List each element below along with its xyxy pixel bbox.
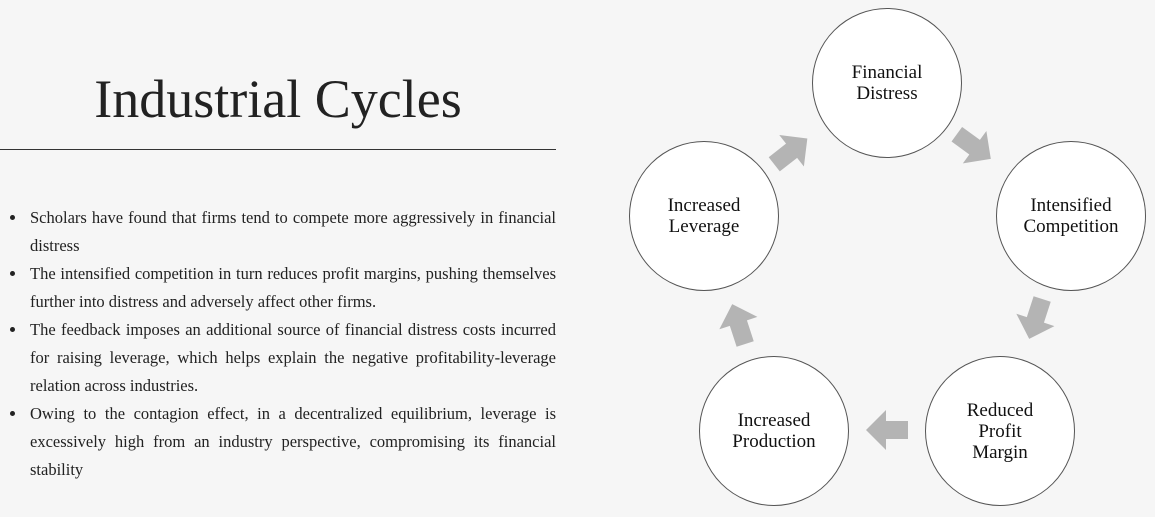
arrow-icon — [945, 118, 1002, 175]
arrow-icon — [762, 123, 820, 180]
node-label: Financial Distress — [851, 62, 923, 104]
node-label: Increased Production — [732, 410, 816, 452]
bullet-text: The intensified competition in turn reduces profit margins, pushing themselves further into distress and adversely affect other firms. — [30, 264, 556, 311]
node-increased-production — [699, 356, 849, 506]
node-reduced-profit-margin — [925, 356, 1075, 506]
node-increased-leverage — [629, 141, 779, 291]
node-label: Increased Leverage — [667, 195, 741, 237]
node-label: Reduced Profit Margin — [966, 399, 1034, 463]
bullet-text: Scholars have found that firms tend to compete more aggressively in financial distress — [30, 208, 556, 255]
bullet-text: Owing to the contagion effect, in a decentralized equilibrium, leverage is excessively high from an industry perspective, compromising its financial stability — [30, 404, 556, 479]
node-financial-distress — [812, 8, 962, 158]
bullet-text: The feedback imposes an additional source of financial distress costs incurred for raising leverage, which helps explain the negative profitability-leverage relation across industries. — [30, 320, 556, 395]
slide-title: Industrial Cycles — [94, 69, 462, 129]
arrow-icon — [713, 298, 764, 350]
node-intensified-competition — [996, 141, 1146, 291]
arrow-icon — [1010, 293, 1061, 345]
arrow-icon — [866, 410, 908, 450]
node-label: Intensified Competition — [1023, 195, 1119, 237]
